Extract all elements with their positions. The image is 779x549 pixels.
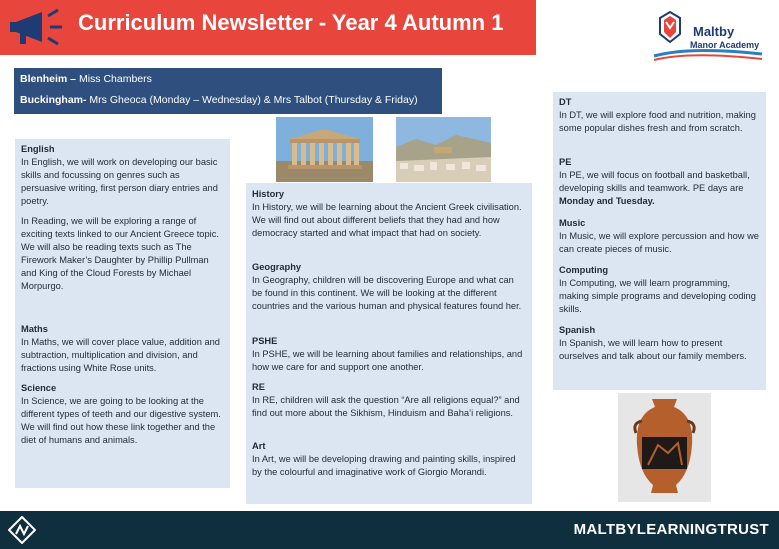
pshe-text: In PSHE, we will be learning about families and relationships, and how we care for and support one another. bbox=[252, 349, 523, 372]
english-text: In English, we will work on developing our basic skills and focussing on genres such as persuasive writing, first person diary entries and poetry. bbox=[21, 157, 218, 206]
logo-name: Maltby bbox=[693, 24, 735, 39]
music-text: In Music, we will explore percussion and how we can create pieces of music. bbox=[559, 231, 759, 254]
reading-text: In Reading, we will be exploring a range of exciting texts linked to our Ancient Greece topic. We will also be reading texts such as The Firework Maker’s Daughter by Phillip Pullman and King of the Cloud Forests by Michael Morpurgo. bbox=[21, 216, 219, 291]
middle-panel bbox=[246, 183, 532, 504]
history-heading: History bbox=[252, 189, 285, 199]
footer-bar bbox=[0, 511, 779, 549]
dt-heading: DT bbox=[559, 97, 572, 107]
maths-text: In Maths, we will cover place value, addition and subtraction, multiplication and division, and fractions using White Rose units. bbox=[21, 337, 220, 373]
art-heading: Art bbox=[252, 441, 266, 451]
pe-text: In PE, we will focus on football and basketball, developing skills and teamwork. PE days are bbox=[559, 170, 750, 193]
pe-heading: PE bbox=[559, 157, 572, 167]
re-heading: RE bbox=[252, 382, 265, 392]
english-heading: English bbox=[21, 144, 55, 154]
greek-vase-image bbox=[618, 393, 711, 502]
computing-heading: Computing bbox=[559, 265, 609, 275]
logo-subtitle: Manor Academy bbox=[690, 40, 760, 50]
teachers-box bbox=[14, 68, 442, 114]
history-text: In History, we will be learning about the Ancient Greek civilisation. We will find out about different beliefs that they had and how democracy started and what impact that had on society. bbox=[252, 202, 522, 238]
megaphone-icon bbox=[6, 4, 72, 50]
pe-days: Monday and Tuesday. bbox=[559, 196, 655, 206]
re-text: In RE, children will ask the question “Are all religions equal?” and find out more about the Sikhism, Hinduism and Baha’i religions. bbox=[252, 395, 520, 418]
science-heading: Science bbox=[21, 383, 57, 393]
pe-text-block bbox=[559, 169, 760, 208]
geography-heading: Geography bbox=[252, 262, 302, 272]
maths-heading: Maths bbox=[21, 324, 48, 334]
trust-logo-icon bbox=[8, 516, 36, 544]
pshe-heading: PSHE bbox=[252, 336, 278, 346]
computing-text: In Computing, we will learn programming, making simple programs and developing coding skills. bbox=[559, 278, 756, 314]
parthenon-image bbox=[276, 117, 373, 182]
acropolis-image bbox=[396, 117, 491, 182]
left-panel bbox=[15, 139, 230, 488]
dt-text: In DT, we will explore food and nutrition, making some popular dishes fresh and from scratch. bbox=[559, 110, 756, 133]
geography-text: In Geography, children will be discovering Europe and what can be found in this continent. We will be looking at the different countries and the various human and physical features found her. bbox=[252, 275, 522, 311]
class-teacher: Mrs Gheoca (Monday – Wednesday) & Mrs Talbot (Thursday & Friday) bbox=[86, 94, 418, 106]
class-name: Blenheim – bbox=[20, 73, 77, 85]
music-heading: Music bbox=[559, 218, 586, 228]
class-name: Buckingham- bbox=[20, 94, 87, 106]
right-panel bbox=[553, 92, 766, 390]
spanish-text: In Spanish, we will learn how to present ourselves and talk about our family members. bbox=[559, 338, 747, 361]
spanish-heading: Spanish bbox=[559, 325, 596, 335]
page-title: Curriculum Newsletter - Year 4 Autumn 1 bbox=[78, 10, 504, 35]
science-text: In Science, we are going to be looking at the different types of teeth and our digestive system. We will find out how these link together and the diet of humans and animals. bbox=[21, 396, 221, 445]
class-teacher: Miss Chambers bbox=[76, 73, 152, 85]
art-text: In Art, we will be developing drawing and painting skills, inspired by the colourful and imaginative work of Giorgio Morandi. bbox=[252, 454, 516, 477]
trust-name: MALTBYLEARNINGTRUST bbox=[573, 521, 769, 538]
